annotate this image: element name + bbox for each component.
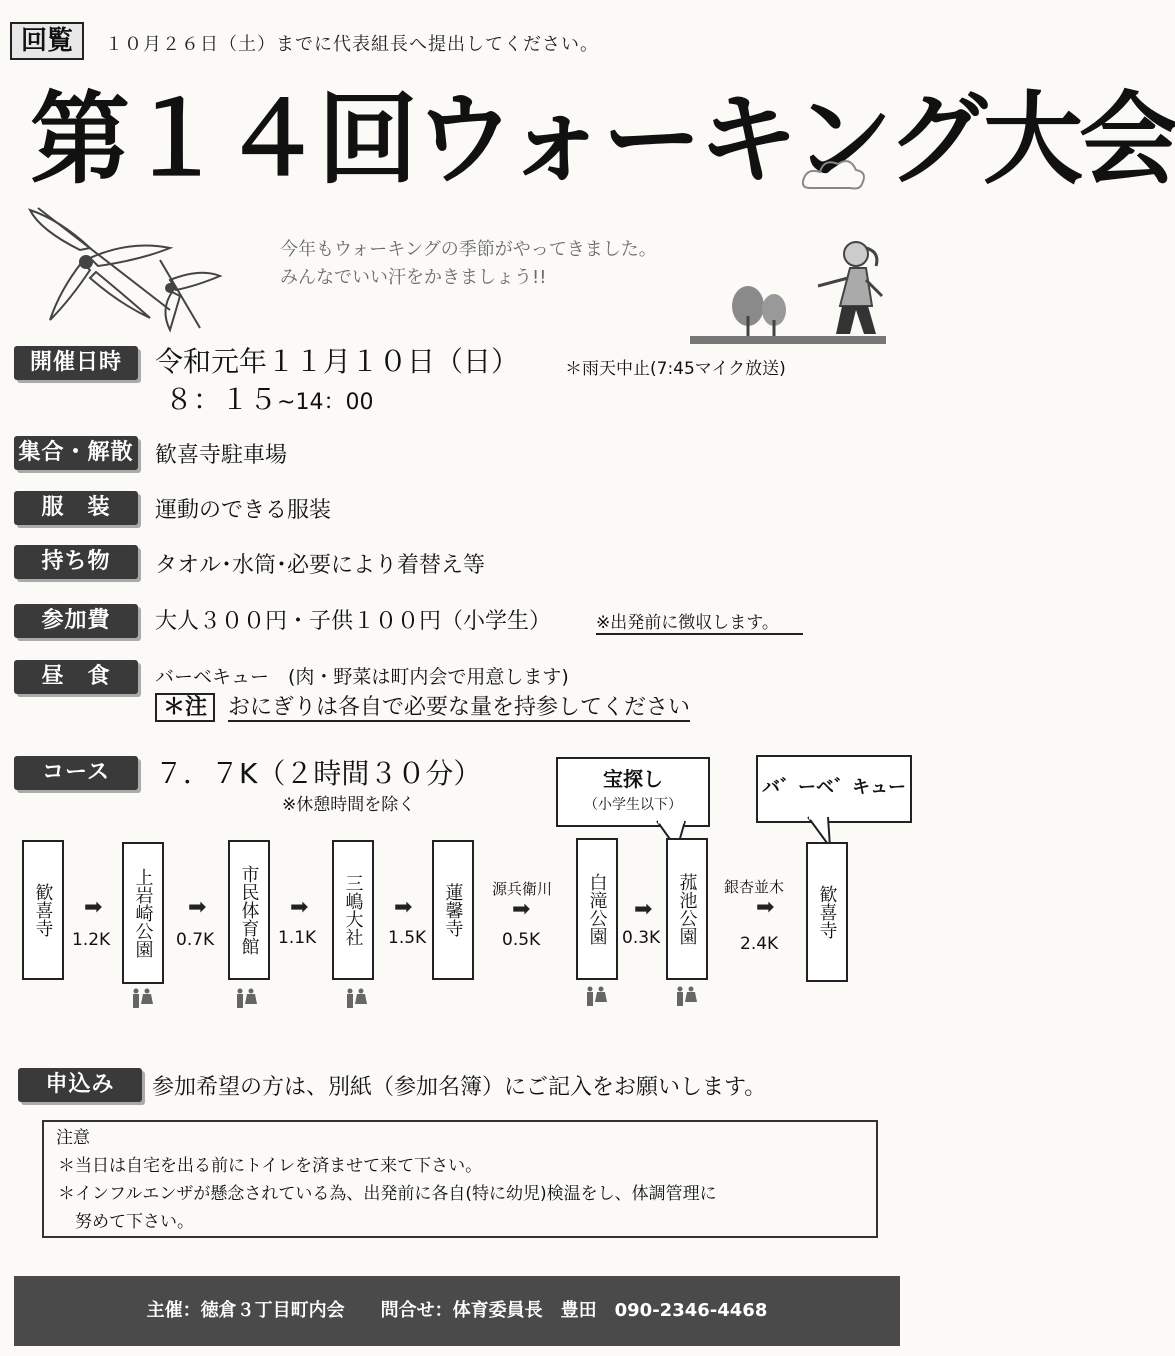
event-time <box>165 378 373 418</box>
fee-value: 大人３００円・子供１００円（小学生） <box>155 609 552 634</box>
distance-label: 1.2K <box>72 930 111 950</box>
belongings-value: タオル･水筒･必要により着替え等 <box>155 553 486 578</box>
distance-label: 1.5K <box>388 928 427 948</box>
station-gym <box>228 840 270 980</box>
station-shirataki <box>576 838 618 980</box>
arrow-right-icon: ➡ <box>394 895 413 920</box>
toilet-icon <box>674 986 698 1008</box>
via-genbe: 源兵衛川 <box>492 880 553 898</box>
caution-box <box>42 1120 878 1238</box>
clothing-value: 運動のできる服装 <box>155 498 332 523</box>
label-course: コース <box>14 756 138 790</box>
label-lunch: 昼 食 <box>14 660 138 694</box>
fee-note: ※出発前に徴収します。 <box>596 608 803 635</box>
station-kamiiwasaki <box>122 842 164 984</box>
via-ginkgo: 銀杏並木 <box>724 878 785 896</box>
distance-label: 1.1K <box>278 928 317 948</box>
event-date: 令和元年１１月１０日（日） <box>155 345 520 378</box>
arrow-right-icon: ➡ <box>84 895 103 920</box>
label-date: 開催日時 <box>14 346 138 380</box>
distance-label: 0.7K <box>176 930 215 950</box>
walker-illustration <box>690 236 890 348</box>
onigiri-note: おにぎりは各自で必要な量を持参してください <box>228 695 691 720</box>
label-belongings: 持ち物 <box>14 545 138 579</box>
lunch-value: バーベキュー (肉・野菜は町内会で用意します) <box>155 666 569 688</box>
station-label: 蓮馨寺 <box>442 883 464 937</box>
label-clothing: 服 装 <box>14 491 138 525</box>
time-end: ~14：00 <box>277 390 374 415</box>
station-mishima <box>332 840 374 980</box>
dragonfly-icon <box>20 200 220 335</box>
station-label: 三嶋大社 <box>342 874 364 946</box>
caution-title: 注意 <box>56 1128 90 1148</box>
treasure-bubble <box>556 757 710 827</box>
station-label: 上岩崎公園 <box>132 868 154 958</box>
arrow-right-icon: ➡ <box>634 897 653 922</box>
station-end <box>806 842 848 982</box>
cloud-icon <box>800 150 870 200</box>
station-label: 歓喜寺 <box>32 883 54 937</box>
distance-label: 0.5K <box>502 930 541 950</box>
arrow-right-icon: ➡ <box>512 897 531 922</box>
station-label: 菰池公園 <box>676 873 698 945</box>
meeting-place: 歓喜寺駐車場 <box>155 443 288 468</box>
distance-label: 0.3K <box>622 928 661 948</box>
tagline-line: 今年もウォーキングの季節がやってきました。 <box>280 239 657 260</box>
arrow-right-icon: ➡ <box>756 895 775 920</box>
label-fee: 参加費 <box>14 604 138 638</box>
tagline <box>280 236 657 292</box>
apply-value: 参加希望の方は、別紙（参加名簿）にご記入をお願いします。 <box>152 1075 767 1100</box>
event-title: 第１４回ウォーキング大会 <box>30 81 1175 198</box>
course-sub: ※休憩時間を除く <box>282 795 416 815</box>
station-komoike <box>666 838 708 980</box>
course-length: ７．７K（２時間３０分） <box>155 757 482 790</box>
rain-note: ＊雨天中止(7:45マイク放送) <box>565 359 786 379</box>
caution-line: ＊当日は自宅を出る前にトイレを済ませて来て下さい。 <box>58 1156 483 1176</box>
lunch-note <box>155 690 690 721</box>
station-renkei <box>432 840 474 980</box>
star-note-box: ＊注 <box>155 693 215 722</box>
distance-label: 2.4K <box>740 934 779 954</box>
caution-line: ＊インフルエンザが懸念されている為、出発前に各自(特に幼児)検温をし、体調管理に <box>58 1184 717 1204</box>
toilet-icon <box>584 986 608 1008</box>
arrow-right-icon: ➡ <box>188 895 207 920</box>
caution-line: 努めて下さい。 <box>58 1212 194 1232</box>
label-apply: 申込み <box>18 1068 142 1102</box>
treasure-title: 宝探し <box>603 767 663 791</box>
station-label: 白滝公園 <box>586 873 608 945</box>
toilet-icon <box>234 988 258 1010</box>
bbq-bubble: バ゛ーベ゛キュー <box>756 755 912 823</box>
arrow-right-icon: ➡ <box>290 895 309 920</box>
station-label: 市民体育館 <box>238 865 260 955</box>
footer-organizer: 主催：徳倉３丁目町内会 問合せ：体育委員長 豊田 090-2346-4468 <box>14 1276 900 1346</box>
station-start <box>22 840 64 980</box>
time-start: ８：１５ <box>165 383 278 416</box>
treasure-sub: （小学生以下） <box>584 797 682 813</box>
toilet-icon <box>344 988 368 1010</box>
kairan-badge: 回覧 <box>10 22 84 60</box>
tagline-line: みんなでいい汗をかきましょう!! <box>280 267 547 288</box>
toilet-icon <box>130 988 154 1010</box>
station-label: 歓喜寺 <box>816 885 838 939</box>
label-meeting: 集合・解散 <box>14 436 138 470</box>
deadline-text: １０月２６日（土）までに代表組長へ提出してください。 <box>105 34 599 55</box>
